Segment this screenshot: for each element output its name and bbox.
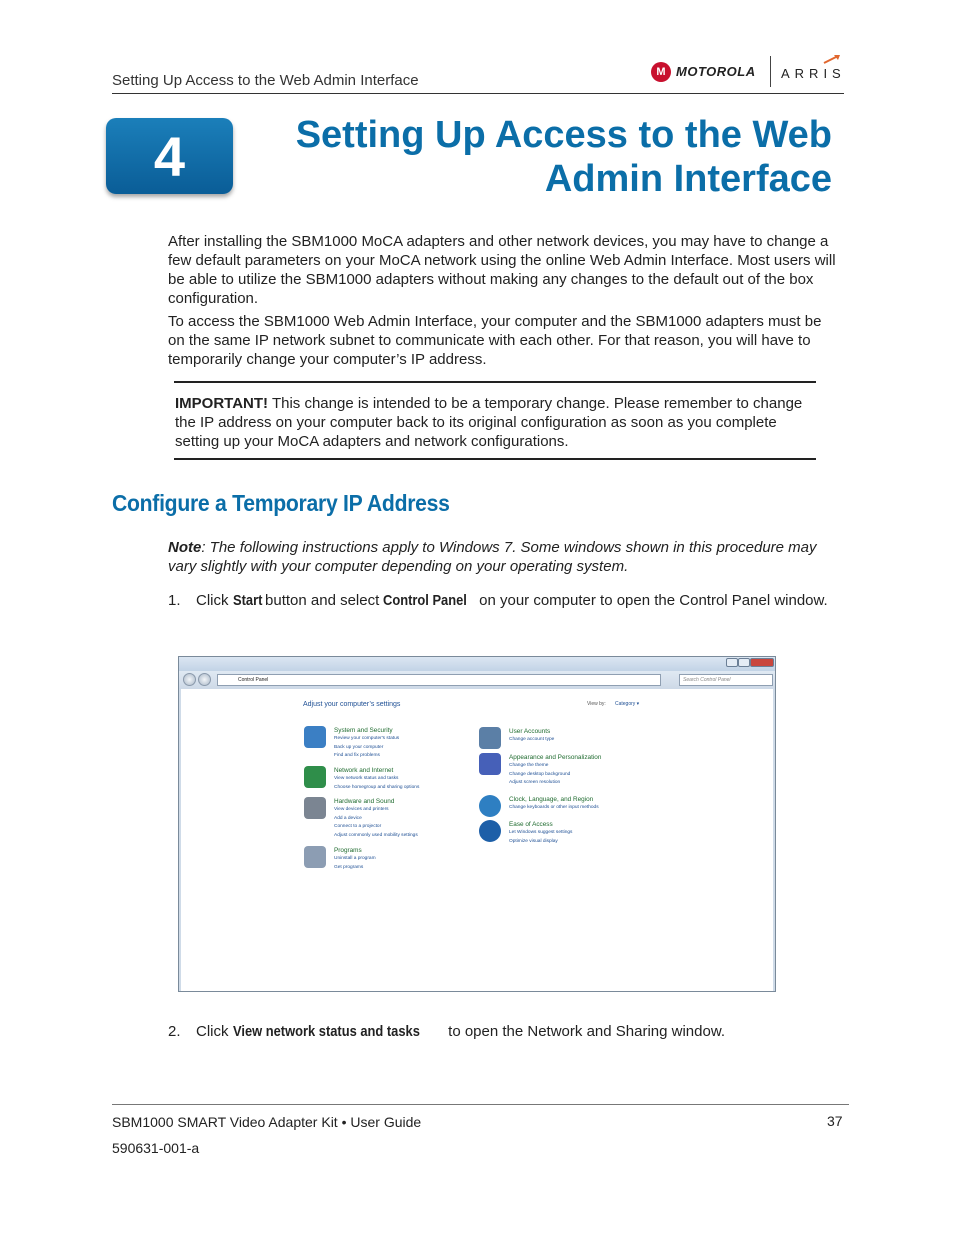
important-text: This change is intended to be a temporary change. Please remember to change the IP address on your computer back to its original configuration as soon as you complete setting up your MoCA adapters and network configurations. — [175, 395, 803, 450]
running-header: Setting Up Access to the Web Admin Interface — [112, 72, 419, 89]
minimize-button[interactable] — [726, 658, 738, 667]
view-by-dropdown[interactable]: Category ▾ — [615, 701, 640, 707]
logo-divider — [770, 56, 771, 87]
step-text: Click — [196, 592, 233, 609]
category-clock-language[interactable] — [509, 795, 659, 813]
category-link[interactable]: Change desktop background — [509, 771, 571, 777]
control-panel-content — [181, 689, 773, 991]
category-title[interactable]: Network and Internet — [334, 767, 394, 774]
category-network-internet[interactable] — [334, 766, 484, 792]
note-text: : The following instructions apply to Windows 7. Some windows shown in this procedure may vary slightly with your computer depending on your operating system. — [168, 539, 817, 575]
category-title[interactable]: Programs — [334, 847, 362, 854]
address-bar-row — [179, 671, 775, 689]
header-rule — [112, 93, 844, 94]
category-link[interactable]: Adjust commonly used mobility settings — [334, 832, 418, 838]
motorola-logo-icon: M — [651, 62, 671, 82]
category-link[interactable]: Get programs — [334, 864, 364, 870]
category-link[interactable]: Choose homegroup and sharing options — [334, 784, 420, 790]
clock-globe-icon — [479, 795, 501, 817]
view-network-status-link[interactable]: View network status and tasks — [334, 776, 399, 781]
chapter-title-line-1: Setting Up Access to the Web — [295, 114, 832, 156]
users-icon — [479, 727, 501, 749]
category-hardware-sound[interactable] — [334, 797, 484, 840]
chapter-number-badge: 4 — [106, 118, 233, 194]
footer-doc-code: 590631-001-a — [112, 1140, 200, 1156]
control-panel-screenshot — [178, 656, 776, 992]
category-title[interactable]: System and Security — [334, 727, 393, 734]
globe-network-icon — [304, 766, 326, 788]
category-link[interactable]: View devices and printers — [334, 807, 389, 812]
category-link[interactable]: Change keyboards or other input methods — [509, 805, 599, 810]
note-label: Note — [168, 539, 202, 556]
category-link[interactable]: Optimize visual display — [509, 838, 558, 844]
category-link[interactable]: Change the theme — [509, 763, 549, 768]
window-titlebar — [179, 657, 775, 671]
category-link[interactable]: Back up your computer — [334, 744, 384, 750]
category-title[interactable]: Appearance and Personalization — [509, 754, 602, 761]
category-link[interactable]: Connect to a projector — [334, 824, 382, 829]
note-paragraph — [168, 538, 840, 576]
category-link[interactable]: Review your computer's status — [334, 736, 400, 741]
category-programs[interactable] — [334, 846, 484, 872]
category-title[interactable]: Clock, Language, and Region — [509, 796, 594, 803]
category-title[interactable]: Hardware and Sound — [334, 798, 395, 805]
category-appearance[interactable] — [509, 753, 659, 788]
category-title[interactable]: Ease of Access — [509, 821, 553, 828]
page-number: 37 — [827, 1113, 843, 1129]
important-label: IMPORTANT! — [175, 395, 269, 412]
step-number: 2. — [168, 1023, 181, 1040]
ease-of-access-icon — [479, 820, 501, 842]
important-notice — [175, 394, 815, 451]
step-1 — [168, 591, 840, 610]
step-text: to open the Network and Sharing window. — [443, 1023, 725, 1040]
category-system-security[interactable] — [334, 726, 484, 761]
footer-rule — [112, 1104, 849, 1105]
step-text: button and select — [260, 592, 384, 609]
arris-wordmark: ARRIS — [781, 66, 846, 81]
back-button[interactable] — [183, 673, 196, 686]
access-paragraph: To access the SBM1000 Web Admin Interface, your computer and the SBM1000 adapters must be on the same IP network subnet to communicate with each other. For that reason, you will have to temporarily change your computer’s IP address. — [168, 313, 822, 368]
view-by-value: Category — [615, 701, 636, 707]
section-heading: Configure a Temporary IP Address — [112, 490, 450, 516]
category-link[interactable]: Adjust screen resolution — [509, 780, 561, 785]
category-link[interactable]: Uninstall a program — [334, 856, 376, 861]
category-link[interactable]: Change account type — [509, 737, 555, 742]
footer-doc-title: SBM1000 SMART Video Adapter Kit • User Guide — [112, 1114, 422, 1130]
chapter-title — [272, 113, 832, 201]
important-top-rule — [174, 381, 816, 383]
category-ease-of-access[interactable] — [509, 820, 659, 846]
settings-heading: Adjust your computer’s settings — [303, 701, 401, 708]
step-2 — [168, 1022, 840, 1041]
important-bottom-rule — [174, 458, 816, 460]
intro-paragraph: After installing the SBM1000 MoCA adapters and other network devices, you may have to change a few default parameters on your MoCA network using the online Web Admin Interface. Most users will be able to utilize the SBM1000 adapters without making any changes to the default out of the box configuration. — [168, 233, 836, 307]
forward-button[interactable] — [198, 673, 211, 686]
address-text: Control Panel — [238, 677, 269, 683]
step-text: on your computer to open the Control Panel window. — [474, 592, 828, 609]
shield-icon — [304, 726, 326, 748]
maximize-button[interactable] — [738, 658, 750, 667]
category-link[interactable]: Find and fix problems — [334, 753, 380, 758]
step-text: Click — [196, 1023, 233, 1040]
close-button[interactable] — [750, 658, 774, 667]
address-bar[interactable] — [217, 674, 661, 686]
start-term: Start — [232, 592, 263, 609]
printer-icon — [304, 797, 326, 819]
programs-icon — [304, 846, 326, 868]
view-network-status-term: View network status and tasks — [232, 1023, 420, 1040]
chapter-title-line-2: Admin Interface — [544, 158, 832, 200]
motorola-wordmark: MOTOROLA — [676, 64, 756, 79]
category-link[interactable]: Add a device — [334, 815, 362, 821]
control-panel-term: Control Panel — [383, 592, 468, 609]
category-link[interactable]: Let Windows suggest settings — [509, 830, 573, 835]
category-title[interactable]: User Accounts — [509, 728, 551, 735]
view-by-label: View by: — [587, 701, 606, 707]
search-input[interactable]: Search Control Panel — [679, 674, 773, 686]
step-number: 1. — [168, 592, 181, 609]
arris-arrow-icon — [822, 54, 842, 64]
display-icon — [479, 753, 501, 775]
category-user-accounts[interactable] — [509, 727, 659, 745]
